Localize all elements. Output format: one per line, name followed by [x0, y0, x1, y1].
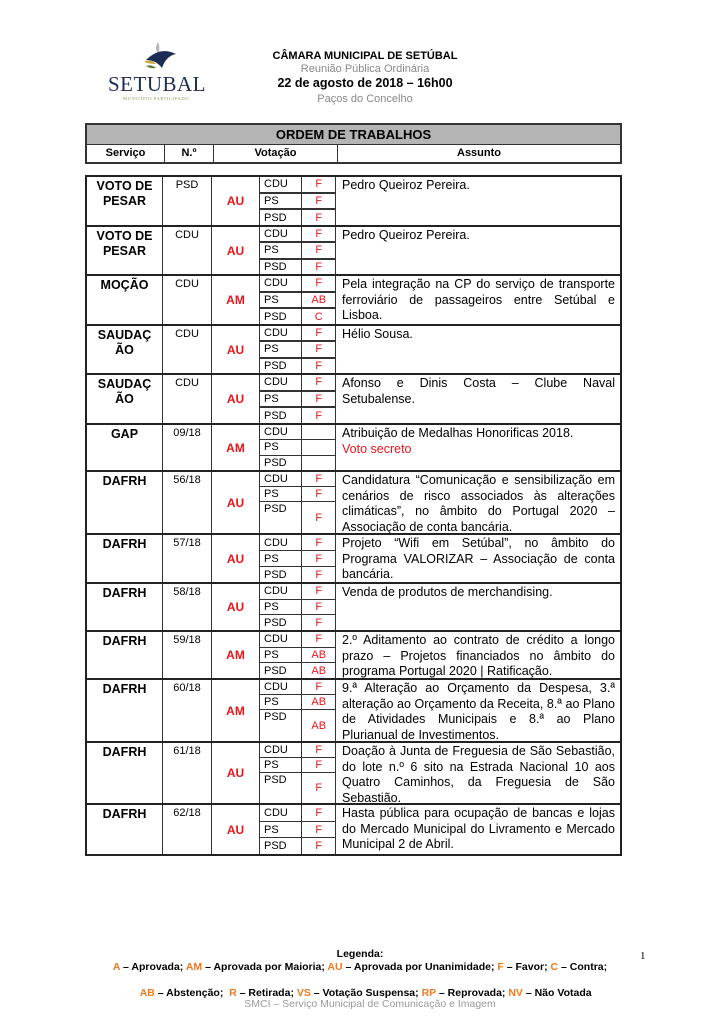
vote-row: PS F — [260, 194, 335, 211]
assunto-cell: 9.ª Alteração ao Orçamento da Despesa, 3.ª alteração ao Orçamento da Receita, 8.ª ao Plano de Atividades Municipais e 8.ª ao Plano Plurianual de Investimentos. — [342, 681, 615, 742]
numero-cell: 60/18 — [163, 680, 212, 741]
table-row — [87, 177, 620, 227]
logo-wordmark: SETUBAL — [108, 72, 206, 96]
numero-cell: CDU — [163, 326, 212, 373]
servico-cell: DAFRH — [87, 805, 163, 854]
servico-cell: DAFRH — [87, 632, 163, 678]
assunto-cell: Hasta pública para ocupação de bancas e lojas do Mercado Municipal do Livramento e Mercado Municipal 2 de Abril. — [342, 806, 615, 851]
vote-row: PS — [260, 440, 335, 455]
meeting-date: 22 de agosto de 2018 – 16h00 — [277, 76, 453, 90]
meeting-place: Paços do Concelho — [317, 93, 413, 105]
numero-cell: 61/18 — [163, 743, 212, 803]
vote-row: CDU F — [260, 535, 335, 551]
vote-row: PSD AB — [260, 710, 335, 741]
servico-cell: MOÇÃO — [87, 276, 163, 324]
result-cell: AM — [212, 276, 260, 324]
result-cell: AU — [212, 472, 260, 533]
vote-row: PSD F — [260, 615, 335, 630]
vote-row: PS AB — [260, 648, 335, 664]
numero-cell: 56/18 — [163, 472, 212, 533]
footer-text: SMCI – Serviço Municipal de Comunicação e Imagem — [244, 998, 496, 1010]
servico-cell: DAFRH — [87, 472, 163, 533]
table-row — [87, 805, 620, 854]
table-row — [87, 632, 620, 680]
agenda-title: ORDEM DE TRABALHOS — [87, 125, 620, 145]
table-row — [87, 425, 620, 472]
meeting-type: Reunião Pública Ordinária — [300, 63, 430, 75]
table-row — [87, 743, 620, 805]
votes-cell — [260, 375, 336, 423]
col-votacao: Votação — [214, 145, 338, 162]
result-cell: AU — [212, 375, 260, 423]
vote-row: PS F — [260, 551, 335, 567]
vote-row: CDU — [260, 425, 335, 440]
assunto-cell: Venda de produtos de merchandising. — [342, 585, 553, 599]
vote-row: PSD — [260, 456, 335, 470]
agenda-table — [85, 175, 622, 856]
col-assunto: Assunto — [457, 147, 501, 159]
col-servico: Serviço — [87, 145, 165, 162]
vote-row: PSD F — [260, 210, 335, 225]
servico-cell: VOTO DE PESAR — [87, 227, 163, 274]
vote-row: PSD F — [260, 408, 335, 423]
fountain-emblem-icon — [108, 40, 204, 74]
legend-line-1: A – Aprovada; AM – Aprovada por Maioria; AU – Aprovada por Unanimidade; F – Favor; C – Contra; — [112, 961, 608, 973]
result-cell: AM — [212, 680, 260, 741]
result-cell: AM — [212, 425, 260, 470]
vote-row: PSD F — [260, 567, 335, 582]
table-row — [87, 375, 620, 425]
vote-row: CDU F — [260, 584, 335, 600]
servico-cell: DAFRH — [87, 680, 163, 741]
result-cell: AU — [212, 177, 260, 225]
vote-row: PSD F — [260, 838, 335, 854]
vote-row: PSD AB — [260, 663, 335, 678]
votes-cell — [260, 177, 336, 225]
numero-cell: 09/18 — [163, 425, 212, 470]
vote-row: CDU F — [260, 375, 335, 392]
assunto-cell: Atribuição de Medalhas Honorificas 2018. Voto secreto — [342, 426, 574, 456]
vote-row: CDU F — [260, 743, 335, 758]
votes-cell — [260, 276, 336, 324]
votes-cell — [260, 326, 336, 373]
vote-row: CDU F — [260, 472, 335, 487]
vote-row: PS F — [260, 342, 335, 358]
servico-cell: DAFRH — [87, 743, 163, 803]
assunto-cell: Candidatura “Comunicação e sensibilização em cenários de risco associados às alterações climáticas”, no âmbito do Portugal 2020 – Associação de conta bancária. — [342, 473, 615, 534]
legend-line-2: AB – Abstenção; R – Retirada; VS – Votação Suspensa; RP – Reprovada; NV – Não Votada — [139, 987, 592, 999]
table-row — [87, 227, 620, 276]
numero-cell: PSD — [163, 177, 212, 225]
setubal-logo — [108, 40, 204, 102]
servico-cell: DAFRH — [87, 535, 163, 582]
page-number: 1 — [640, 950, 646, 962]
org-title: CÂMARA MUNICIPAL DE SETÚBAL — [272, 50, 458, 62]
votes-cell — [260, 425, 336, 470]
result-cell: AU — [212, 805, 260, 854]
vote-row: PS F — [260, 392, 335, 409]
logo-subtitle: MUNICÍPIO PARTICIPADO — [122, 96, 190, 101]
servico-cell: DAFRH — [87, 584, 163, 630]
vote-row: PS F — [260, 758, 335, 773]
votes-cell — [260, 680, 336, 741]
agenda-header-table — [85, 123, 622, 164]
result-cell: AU — [212, 584, 260, 630]
servico-cell: GAP — [87, 425, 163, 470]
col-numero: N.º — [165, 145, 214, 162]
vote-row: PS AB — [260, 293, 335, 310]
result-cell: AU — [212, 227, 260, 274]
vote-row: CDU F — [260, 680, 335, 695]
votes-cell — [260, 535, 336, 582]
result-cell: AM — [212, 632, 260, 678]
vote-row: CDU F — [260, 177, 335, 194]
numero-cell: 59/18 — [163, 632, 212, 678]
legend-title: Legenda: — [336, 948, 384, 960]
vote-row: PSD F — [260, 260, 335, 274]
vote-row: PSD C — [260, 309, 335, 324]
servico-cell: VOTO DE PESAR — [87, 177, 163, 225]
assunto-cell: Pedro Queiroz Pereira. — [342, 178, 470, 192]
secret-vote-note: Voto secreto — [342, 441, 412, 456]
column-headers — [87, 145, 620, 162]
result-cell: AU — [212, 326, 260, 373]
assunto-cell: Projeto “Wifi em Setúbal”, no âmbito do Programa VALORIZAR – Associação de conta bancária. — [342, 536, 615, 581]
assunto-cell: Hélio Sousa. — [342, 327, 413, 341]
assunto-cell: Pela integração na CP do serviço de transporte ferroviário de passageiros entre Setúbal e Lisboa. — [342, 277, 615, 322]
assunto-cell: Pedro Queiroz Pereira. — [342, 228, 470, 242]
table-row — [87, 535, 620, 584]
vote-row: CDU F — [260, 632, 335, 648]
vote-row: PSD F — [260, 359, 335, 373]
table-row — [87, 326, 620, 375]
numero-cell: CDU — [163, 375, 212, 423]
votes-cell — [260, 743, 336, 803]
vote-row: PS AB — [260, 695, 335, 710]
votes-cell — [260, 805, 336, 854]
vote-row: CDU F — [260, 805, 335, 822]
servico-cell: SAUDAÇ ÃO — [87, 326, 163, 373]
table-row — [87, 584, 620, 632]
assunto-cell: Doação à Junta de Freguesia de São Sebastião, do lote n.º 6 sito na Estrada Nacional 10 aos Quatro Caminhos, da Freguesia de São Sebastião. — [342, 744, 615, 805]
vote-row: PS F — [260, 243, 335, 259]
numero-cell: 57/18 — [163, 535, 212, 582]
votes-cell — [260, 472, 336, 533]
numero-cell: 62/18 — [163, 805, 212, 854]
vote-row: CDU F — [260, 276, 335, 293]
table-row — [87, 276, 620, 326]
numero-cell: CDU — [163, 276, 212, 324]
result-cell: AU — [212, 535, 260, 582]
vote-row: CDU F — [260, 326, 335, 342]
vote-row: PS F — [260, 487, 335, 502]
votes-cell — [260, 632, 336, 678]
numero-cell: CDU — [163, 227, 212, 274]
table-row — [87, 472, 620, 535]
assunto-cell: 2.º Aditamento ao contrato de crédito a longo prazo – Projetos financiados no âmbito do programa Portugal 2020 | Ratificação. — [342, 633, 615, 678]
votes-cell — [260, 227, 336, 274]
vote-row: PS F — [260, 822, 335, 839]
vote-row: PS F — [260, 600, 335, 616]
votes-cell — [260, 584, 336, 630]
servico-cell: SAUDAÇ ÃO — [87, 375, 163, 423]
assunto-cell: Afonso e Dinis Costa – Clube Naval Setubalense. — [342, 376, 615, 406]
table-row — [87, 680, 620, 743]
vote-row: PSD F — [260, 502, 335, 533]
vote-row: PSD F — [260, 773, 335, 803]
vote-row: CDU F — [260, 227, 335, 243]
numero-cell: 58/18 — [163, 584, 212, 630]
result-cell: AU — [212, 743, 260, 803]
